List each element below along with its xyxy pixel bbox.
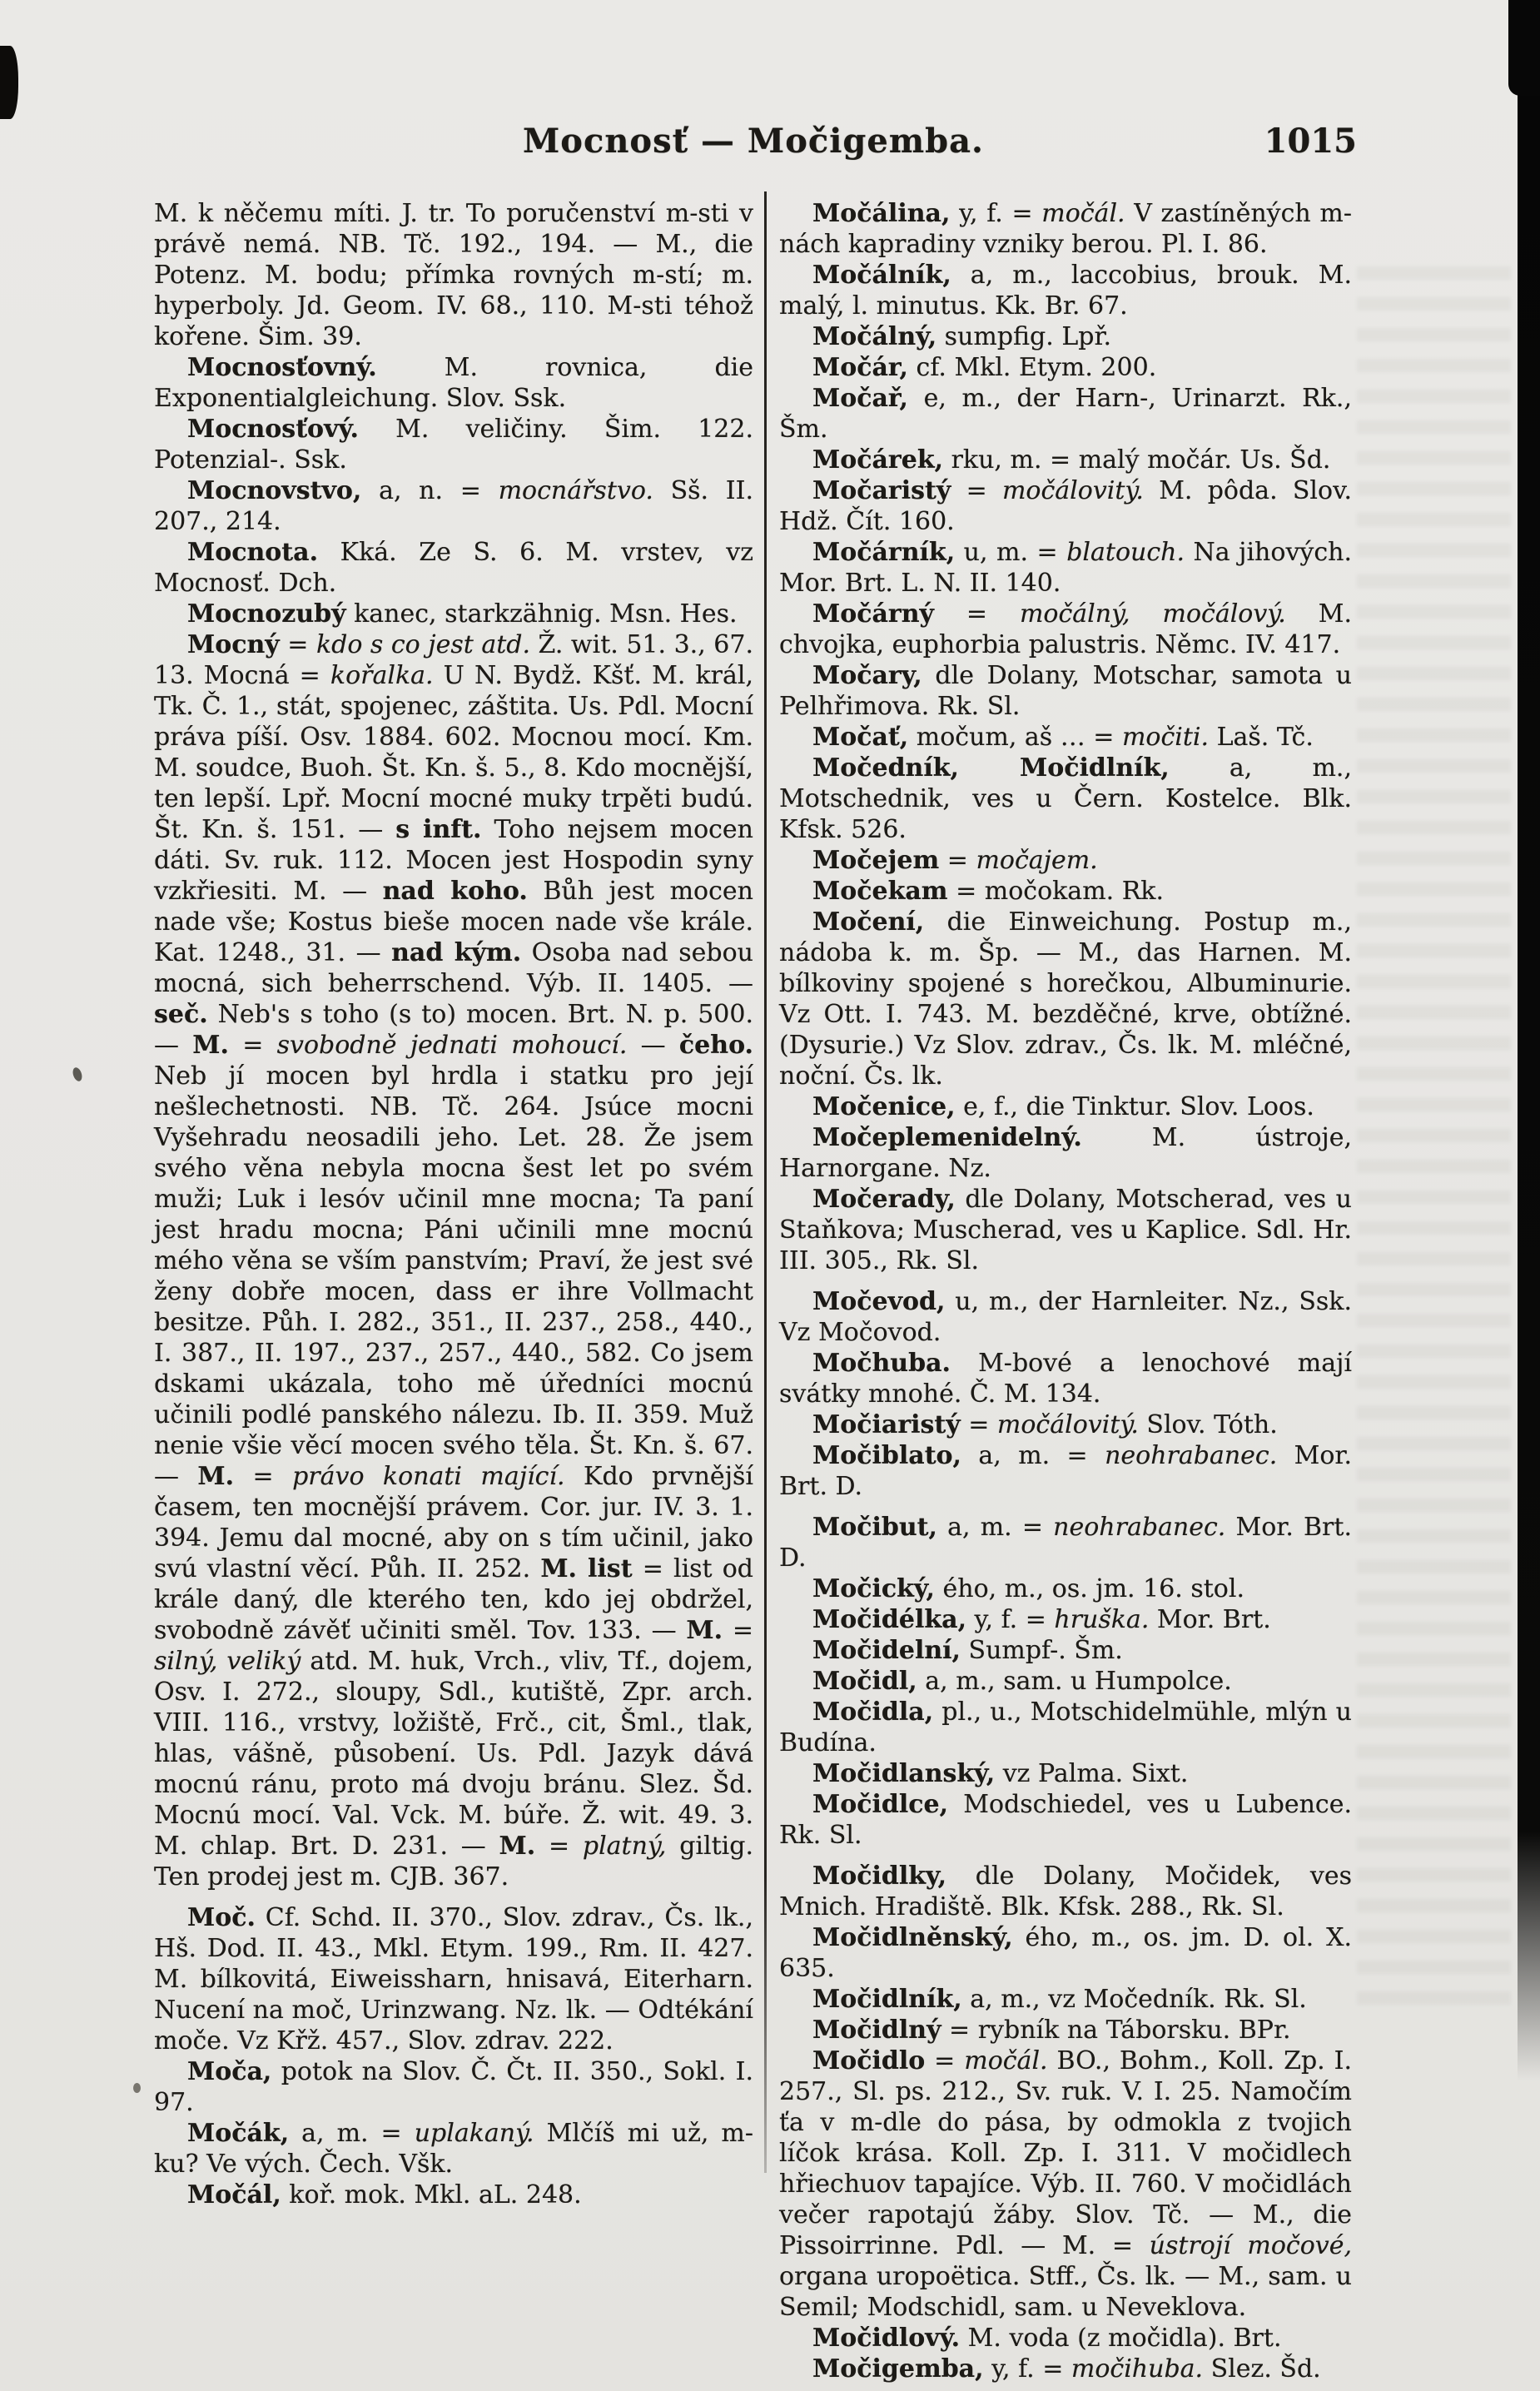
text-run: a, m., laccobius, brouk. M. malý, l. minutus. Kk. Br. 67.: [779, 261, 1352, 321]
dictionary-entry: [779, 2354, 1352, 2384]
text-run: M. veličiny. Šim. 122. Potenzial-. Ssk.: [154, 415, 753, 475]
text-run: M. rovnica, die Exponentialgleichung. Slov. Ssk.: [154, 353, 753, 413]
dictionary-entry: [779, 907, 1352, 1091]
dictionary-entry: [779, 1184, 1352, 1276]
text-run: a, m. =: [289, 2119, 415, 2148]
dictionary-entry: [779, 876, 1352, 907]
running-title: Mocnosť — Močigemba.: [523, 122, 984, 161]
text-run: kořalka.: [330, 661, 434, 690]
headword: Moč.: [187, 1903, 256, 1932]
dictionary-entry: [779, 660, 1352, 722]
text-run: právo konati mající.: [292, 1462, 565, 1491]
ink-bleedthrough-artifact: [1357, 266, 1511, 2015]
text-run: Mor. Brt. D.: [779, 1441, 1353, 1501]
headword: Močidlněnský,: [812, 1923, 1013, 1952]
text-run: M. ústroje, Harnorgane. Nz.: [779, 1123, 1352, 1183]
dictionary-entry: [779, 1409, 1352, 1440]
dictionary-entry: [154, 599, 753, 629]
text-run: Na jihových. Mor. Brt. L. N. II. 140.: [779, 538, 1352, 598]
text-run: Laš. Tč.: [1209, 723, 1314, 752]
text-run: nad kým.: [391, 938, 522, 967]
text-run: neohrabanec.: [1053, 1513, 1226, 1542]
text-run: kanec, starkzähnig. Msn. Hes.: [345, 599, 738, 629]
dictionary-entry: [779, 475, 1352, 537]
text-run: Slez. Šd.: [1203, 2354, 1321, 2384]
dictionary-entry: [154, 475, 753, 537]
text-run: pl., u., Motschidelmühle, mlýn u Budína.: [779, 1698, 1352, 1757]
headword: Močidelní,: [812, 1636, 961, 1665]
dictionary-entry: [779, 722, 1352, 753]
headword: Močevod,: [812, 1287, 946, 1316]
text-run: M.: [192, 1031, 229, 1060]
text-run: Mor. Brt. D.: [779, 1513, 1352, 1573]
headword: Mocný: [187, 630, 280, 659]
headword: Močiblato,: [812, 1441, 962, 1470]
headword: Močický,: [812, 1574, 935, 1603]
headword: Močidlanský,: [812, 1759, 996, 1788]
text-run: blatouch.: [1066, 538, 1185, 567]
headword: Močidélka,: [812, 1605, 967, 1634]
scan-edge-shadow-top: [1508, 0, 1540, 96]
text-run: dle Dolany, Motscherad, ves u Staňkova; Muscherad, ves u Kaplice. Sdl. Hr. III. 305., Rk. Sl.: [779, 1185, 1352, 1275]
text-run: =: [723, 1616, 753, 1645]
dictionary-entry: [779, 1122, 1352, 1184]
text-run: močum, aš … =: [908, 723, 1122, 752]
text-run: =: [925, 2046, 965, 2075]
text-run: =: [960, 1410, 997, 1439]
headword: Močál,: [187, 2180, 281, 2210]
text-run: Cf. Schd. II. 370., Slov. zdrav., Čs. lk., Hš. Dod. II. 43., Mkl. Etym. 199., Rm. II. 427. M. bílkovitá, Eiweissharn, hnisavá, Eiterharn. Nucení na moč, Urinzwang. Nz. lk. — Odtékání moče. Vz Křž. 457., Slov. zdrav. 222.: [154, 1903, 753, 2055]
headword: Močať,: [812, 723, 909, 752]
text-run: ého, m., os. jm. 16. stol.: [934, 1574, 1244, 1603]
text-run: die Einweichung. Postup m., nádoba k. m. Šp. — M., das Harnen. M. bílkoviny spojené s horečkou, Albuminurie. Vz Ott. I. 743. M. bezděčné, krve, obtížné. (Dysurie.) Vz Slov. zdrav., Čs. lk. M. mléčné, noční. Čs. lk.: [779, 907, 1352, 1091]
text-run: močálovitý.: [1001, 476, 1144, 505]
text-run: Sš. II. 207., 214.: [154, 476, 753, 536]
dictionary-entry: [154, 2118, 753, 2180]
text-run: M-bové a lenochové mají svátky mnohé. Č. M. 134.: [779, 1349, 1352, 1409]
text-run: dle Dolany, Močidek, ves Mnich. Hradiště. Blk. Kfsk. 288., Rk. Sl.: [779, 1862, 1352, 1921]
headword: Močaristý: [812, 476, 951, 505]
text-run: M.: [686, 1616, 723, 1645]
text-run: močálovitý.: [996, 1410, 1139, 1439]
dictionary-entry: [154, 414, 753, 475]
text-run: a, m., sam. u Humpolce.: [917, 1667, 1232, 1696]
dictionary-entry: [779, 1758, 1352, 1789]
text-run: dle Dolany, Motschar, samota u Pelhřimova. Rk. Sl.: [779, 661, 1352, 721]
text-run: =: [939, 846, 976, 875]
headword: Močárník,: [812, 538, 956, 567]
text-run: —: [627, 1031, 679, 1060]
text-run: koř. mok. Mkl. aL. 248.: [281, 2180, 582, 2210]
dictionary-entry: [779, 1286, 1352, 1348]
text-run: Modschiedel, ves u Lubence. Rk. Sl.: [779, 1790, 1352, 1850]
text-run: atd. M. huk, Vrch., vliv, Tf., dojem, Osv. I. 272., sloupy, Sdl., kutiště, Zpr. arch. VIII. 116., vrstvy, ložiště, Frč., cit, Šml., tlak, hlas, vášně, působení. Us. Pdl. Jazyk dává mocnú ránu, proto má dvoju bránu. Slez. Šd. Mocnú mocí. Val. Vck. M. búře. Ž. wit. 49. 3. M. chlap. Brt. D. 231. —: [154, 1647, 753, 1861]
dictionary-entry: [779, 537, 1352, 599]
text-run: y, f. =: [950, 199, 1042, 228]
text-run: nad koho.: [382, 877, 528, 906]
dictionary-entry: [779, 1573, 1352, 1604]
dictionary-entry: [779, 352, 1352, 383]
text-run: =: [228, 1031, 277, 1060]
text-run: potok na Slov. Č. Čt. II. 350., Sokl. I. 97.: [154, 2057, 753, 2117]
text-run: močajem.: [976, 846, 1098, 875]
text-run: M. k něčemu míti. J. tr. To poručenství m-sti v právě nemá. NB. Tč. 192., 194. — M., die Potenz. M. bodu; přímka rovných m-stí; m. hyperboly. Jd. Geom. IV. 68., 110. M-sti téhož kořene. Šim. 39.: [154, 199, 753, 351]
dictionary-entry: [154, 2180, 753, 2210]
text-run: mocnářstvo.: [498, 476, 653, 505]
headword: Močejem: [812, 846, 940, 875]
text-run: Neb's s toho (s to) mocen. Brt. N. p. 500. —: [154, 1000, 753, 1060]
text-run: platný,: [582, 1832, 667, 1861]
headword: Močedník, Močidlník,: [812, 753, 1170, 783]
text-run: = list od krále daný, dle kterého ten, kdo jej obdržel, svobodně závěť učiniti směl. Tov. 133. —: [154, 1554, 754, 1645]
text-run: s inft.: [395, 815, 482, 844]
text-run: kdo s co jest atd.: [315, 630, 530, 659]
dictionary-entry: [779, 845, 1352, 876]
text-run: silný, veliký: [154, 1647, 301, 1676]
dictionary-entry: [154, 629, 753, 1892]
headword: Močidl,: [812, 1667, 917, 1696]
column-right: [779, 198, 1352, 2384]
running-head: [0, 0, 1540, 175]
headword: Močálina,: [812, 199, 951, 228]
dictionary-entry: [154, 1902, 753, 2056]
dictionary-entry: [779, 2015, 1352, 2046]
text-run: Neb jí mocen byl hrdla i statku pro její nešlechetnosti. NB. Tč. 264. Jsúce mocni Vyšehradu neosadili jeho. Let. 28. Že jsem svého věna nebyla mocna šest let po svém muži; Luk i lesóv učinil mne mocna; Ta paní jest hradu mocna; Páni učinili mne mocnú mého věna se vším panstvím; Praví, že jest své ženy dobře mocen, dass er ihre Vollmacht besitze. Půh. I. 282., 351., II. 237., 258., 440., I. 387., II. 197., 237., 257., 440., 582. Co jsem dskami ukázala, toho mě úředníci mocnú učinili podlé panského nálezu. Ib. II. 359. Muž nenie všie věcí mocen svého těla. Št. Kn. š. 67. —: [154, 1061, 753, 1491]
text-run: močál.: [964, 2046, 1048, 2075]
text-run: a, n. =: [361, 476, 499, 505]
scan-speck-artifact: [72, 1066, 84, 1082]
dictionary-entry: [154, 537, 753, 599]
dictionary-entry: [779, 1697, 1352, 1758]
text-run: močál.: [1041, 199, 1125, 228]
dictionary-entry: [779, 321, 1352, 352]
dictionary-entry: [154, 352, 753, 414]
dictionary-entry: [779, 445, 1352, 475]
headword: Močary,: [812, 661, 922, 690]
headword: Močhuba.: [812, 1349, 951, 1378]
text-run: Sumpf-. Šm.: [961, 1636, 1123, 1665]
dictionary-entry: [779, 1091, 1352, 1122]
headword: Močárný: [812, 599, 934, 629]
headword: Močidla,: [812, 1698, 934, 1727]
text-run: močihuba.: [1071, 2354, 1204, 2384]
dictionary-entry: [779, 1984, 1352, 2015]
dictionary-entry: [779, 1348, 1352, 1409]
text-run: a, m. =: [936, 1513, 1054, 1542]
text-run: seč.: [154, 1000, 208, 1029]
text-run: u, m. =: [955, 538, 1067, 567]
headword: Močař,: [812, 384, 908, 413]
text-run: M. chvojka, euphorbia palustris. Němc. IV. 417.: [779, 599, 1352, 659]
dictionary-entry: [779, 1604, 1352, 1635]
text-run: močiti.: [1121, 723, 1210, 752]
headword: Močeplemenidelný.: [812, 1123, 1082, 1152]
text-run: a, m., Motschednik, ves u Čern. Kostelce. Blk. Kfsk. 526.: [779, 753, 1353, 844]
column-left: [154, 198, 753, 2210]
text-run: a, m. =: [961, 1441, 1105, 1470]
text-run: = rybník na Táborsku. BPr.: [941, 2016, 1291, 2045]
text-run: M. voda (z močidla). Brt.: [960, 2324, 1282, 2353]
dictionary-entry: [779, 2323, 1352, 2354]
dictionary-entry: [779, 383, 1352, 445]
text-run: =: [234, 1462, 293, 1491]
text-run: Kká. Ze S. 6. M. vrstev, vz Mocnosť. Dch.: [154, 538, 753, 598]
scan-edge-shadow: [1518, 0, 1540, 2081]
text-run: Bůh jest mocen nade vše; Kostus bieše mocen nade vše krále. Kat. 1248., 31. —: [154, 877, 753, 967]
text-run: =: [951, 476, 1002, 505]
headword: Mocnovstvo,: [187, 476, 362, 505]
text-run: sumpfig. Lpř.: [936, 322, 1112, 351]
headword: Močárek,: [812, 445, 944, 475]
scan-blob-artifact: [0, 46, 18, 119]
headword: Močálný,: [812, 322, 937, 351]
text-run: ého, m., os. jm. D. ol. X. 635.: [779, 1923, 1352, 1983]
scan-speck-artifact: [133, 2083, 141, 2093]
text-run: rku, m. = malý močár. Us. Šd.: [943, 445, 1331, 475]
column-divider-rule: [764, 191, 767, 2173]
headword: Močidlník,: [812, 1985, 962, 2014]
text-run: a, m., vz Močedník. Rk. Sl.: [961, 1985, 1307, 2014]
dictionary-entry: [779, 1861, 1352, 1922]
headword: Močidlový.: [812, 2324, 961, 2353]
text-run: Ž. wit. 51. 3., 67. 13. Mocná =: [154, 630, 753, 690]
headword: Močekam: [812, 877, 948, 906]
text-run: giltig. Ten prodej jest m. CJB. 367.: [154, 1832, 753, 1891]
text-run: e, m., der Harn-, Urinarzt. Rk., Šm.: [779, 384, 1352, 444]
text-run: čeho.: [678, 1031, 753, 1060]
text-run: BO., Bohm., Koll. Zp. I. 257., Sl. ps. 212., Sv. ruk. V. I. 25. Namočím ťa v m-dle do pása, by odmokla z tvojich líčok krása. Koll. Zp. I. 311. V močidlech hřiechuov tapajíce. Výb. II. 760. V močidlách večer rapotajú žáby. Slov. Tč. — M., die Pissoirrinne. Pdl. — M. =: [779, 2046, 1352, 2260]
dictionary-entry: [779, 1789, 1352, 1851]
headword: Močení,: [812, 907, 925, 937]
dictionary-entry: [779, 1512, 1352, 1573]
dictionary-entry: [779, 198, 1352, 260]
text-run: =: [279, 630, 316, 659]
headword: Močiaristý: [812, 1410, 961, 1439]
text-run: uplakaný.: [414, 2119, 534, 2148]
text-run: Osoba nad sebou mocná, sich beherrschend. Výb. II. 1405. —: [154, 938, 753, 998]
text-run: neohrabanec.: [1105, 1441, 1278, 1470]
headword: Moča,: [187, 2057, 272, 2086]
text-run: Slov. Tóth.: [1138, 1410, 1278, 1439]
headword: Močigemba,: [812, 2354, 984, 2384]
text-run: Mor. Brt.: [1149, 1605, 1271, 1634]
text-run: Toho nejsem mocen dáti. Sv. ruk. 112. Mocen jest Hospodin syny vzkřiesiti. M. —: [154, 815, 754, 906]
dictionary-entry: [154, 2056, 753, 2118]
headword: Mocnosťový.: [187, 415, 359, 444]
headword: Mocnosťovný.: [187, 353, 377, 382]
dictionary-entry: [779, 1440, 1352, 1502]
text-run: močálný, močálový.: [1019, 599, 1286, 629]
text-run: =: [535, 1832, 583, 1861]
text-run: V zastíněných m-nách kapradiny vzniky berou. Pl. I. 86.: [779, 199, 1352, 259]
text-run: Kdo prvnější časem, ten mocnější právem. Cor. jur. IV. 3. 1. 394. Jemu dal mocné, aby on s tím učinil, jako svú vlastní věcí. Půh. II. 252.: [154, 1462, 753, 1583]
text-run: U N. Bydž. Kšť. M. král, Tk. Č. 1., stát, spojenec, záštita. Us. Pdl. Mocní práva píší. Osv. 1884. 602. Mocnou mocí. Km. M. soudce, Buoh. Št. Kn. š. 5., 8. Kdo mocnější, ten lepší. Lpř. Mocní mocné muky trpěti budú. Št. Kn. š. 151. —: [154, 661, 753, 844]
headword: Močidlo: [812, 2046, 926, 2075]
headword: Močák,: [187, 2119, 290, 2148]
headword: Močidlky,: [812, 1862, 947, 1891]
dictionary-entry: [154, 198, 753, 352]
text-run: M.: [499, 1832, 536, 1861]
dictionary-entry: [779, 1635, 1352, 1666]
dictionary-entry: [779, 1922, 1352, 1984]
text-run: y, f. =: [983, 2354, 1071, 2384]
dictionary-entry: [779, 599, 1352, 660]
text-run: ústrojí močové,: [1149, 2231, 1352, 2260]
headword: Mocnota.: [187, 538, 319, 567]
text-run: svobodně jednati mohoucí.: [276, 1031, 628, 1060]
headword: Močidlce,: [812, 1790, 949, 1819]
headword: Močár,: [812, 353, 908, 382]
headword: Mocnozubý: [187, 599, 346, 629]
text-run: = močokam. Rk.: [947, 877, 1165, 906]
text-run: M. list: [540, 1554, 633, 1583]
page-number: 1015: [1264, 122, 1357, 161]
text-run: vz Palma. Sixt.: [995, 1759, 1189, 1788]
text-run: e, f., die Tinktur. Slov. Loos.: [955, 1092, 1314, 1121]
headword: Močibut,: [812, 1513, 937, 1542]
headword: Močenice,: [812, 1092, 956, 1121]
headword: Močálník,: [812, 261, 951, 290]
text-run: y, f. =: [966, 1605, 1055, 1634]
dictionary-entry: [779, 753, 1352, 845]
text-run: hruška.: [1054, 1605, 1150, 1634]
text-run: organa uropoëtica. Stff., Čs. lk. — M., sam. u Semil; Modschidl, sam. u Neveklova.: [779, 2262, 1352, 2322]
text-run: M.: [197, 1462, 235, 1491]
headword: Močerady,: [812, 1185, 956, 1214]
dictionary-entry: [779, 2046, 1352, 2323]
headword: Močidlný: [812, 2016, 941, 2045]
dictionary-entry: [779, 1666, 1352, 1697]
text-run: Mlčíš mi už, m-ku? Ve vých. Čech. Všk.: [154, 2119, 753, 2179]
text-run: cf. Mkl. Etym. 200.: [908, 353, 1157, 382]
text-run: M. pôda. Slov. Hdž. Čít. 160.: [779, 476, 1352, 536]
text-run: u, m., der Harnleiter. Nz., Ssk. Vz Močovod.: [779, 1287, 1352, 1347]
dictionary-entry: [779, 260, 1352, 321]
text-run: =: [933, 599, 1020, 629]
